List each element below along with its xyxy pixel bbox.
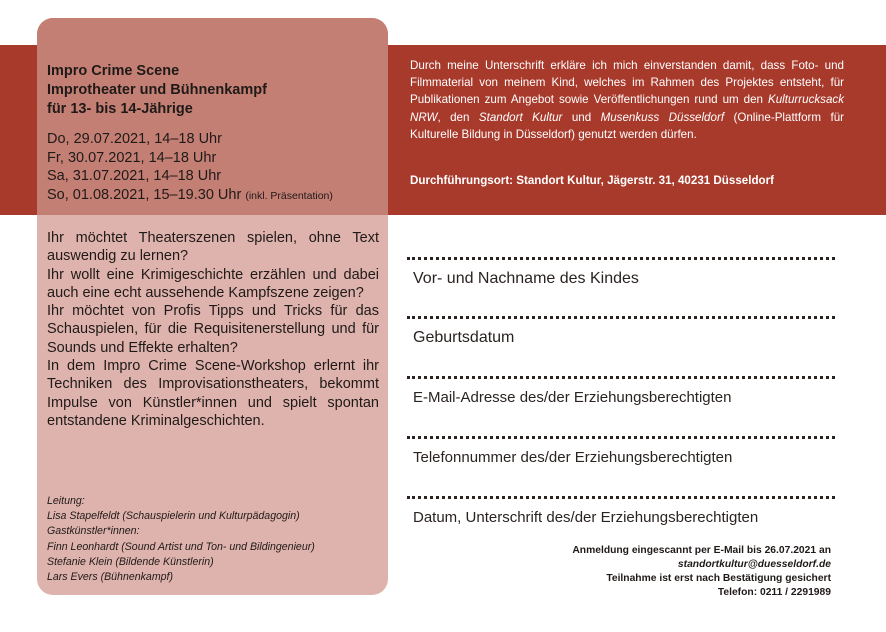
consent-text: und bbox=[562, 110, 601, 124]
signup-phone: Telefon: 0211 / 2291989 bbox=[717, 587, 831, 598]
date-list bbox=[47, 130, 379, 205]
signup-email[interactable]: standortkultur@duesseldorf.de bbox=[677, 559, 831, 570]
field-signature[interactable] bbox=[407, 496, 837, 526]
signup-note: Teilnahme ist erst nach Bestätigung gesichert bbox=[606, 573, 831, 584]
workshop-card bbox=[37, 18, 388, 595]
date-item bbox=[47, 186, 379, 206]
date-text: So, 01.08.2021, 15–19.30 Uhr bbox=[47, 186, 242, 203]
field-label: Telefonnummer des/der Erziehungsberechtigten bbox=[413, 449, 733, 466]
description-paragraph: Ihr möchtet von Profis Tipps und Tricks für das Schauspielen, für die Requisitenerstellung und für Sounds und Effekte erhalten? bbox=[47, 303, 379, 356]
credits bbox=[47, 494, 382, 585]
date-text: Fr, 30.07.2021, 14–18 Uhr bbox=[47, 149, 217, 166]
credit-line: Stefanie Klein (Bildende Künstlerin) bbox=[47, 555, 214, 568]
dotted-line bbox=[407, 257, 835, 260]
card-header bbox=[47, 62, 379, 205]
description-paragraph: Ihr möchtet Theaterszenen spielen, ohne Text auswendig zu lernen? bbox=[47, 230, 379, 265]
title-line: Impro Crime Scene bbox=[47, 63, 180, 79]
date-item bbox=[47, 130, 379, 149]
date-text: Sa, 31.07.2021, 14–18 Uhr bbox=[47, 168, 222, 184]
date-item bbox=[47, 149, 379, 168]
signup-deadline: Anmeldung eingescannt per E-Mail bis 26.07.2021 an bbox=[572, 545, 831, 556]
venue-location: Durchführungsort: Standort Kultur, Jägerstr. 31, 40231 Düsseldorf bbox=[410, 174, 774, 187]
credit-line: Lars Evers (Bühnenkampf) bbox=[47, 571, 174, 584]
field-label: Datum, Unterschrift des/der Erziehungsberechtigten bbox=[413, 509, 759, 526]
credit-line: Gastkünstler*innen: bbox=[47, 525, 140, 538]
dotted-line bbox=[407, 376, 835, 379]
consent-emphasis: Kulturrucksack NRW bbox=[410, 93, 844, 124]
dotted-line bbox=[407, 496, 835, 499]
title-line: für 13- bis 14-Jährige bbox=[47, 101, 193, 117]
registration-info bbox=[572, 544, 831, 600]
field-label: Vor- und Nachname des Kindes bbox=[413, 270, 639, 287]
consent-emphasis: Musenkuss Düsseldorf bbox=[600, 110, 725, 124]
dotted-line bbox=[407, 436, 835, 439]
field-label: Geburtsdatum bbox=[413, 329, 515, 346]
workshop-description bbox=[47, 229, 379, 430]
date-item bbox=[47, 167, 379, 186]
field-phone[interactable] bbox=[407, 436, 837, 466]
date-text: Do, 29.07.2021, 14–18 Uhr bbox=[47, 131, 222, 147]
credit-line: Leitung: bbox=[47, 495, 85, 507]
dotted-line bbox=[407, 316, 835, 319]
workshop-title bbox=[47, 62, 379, 119]
title-line: Improtheater und Bühnenkampf bbox=[47, 82, 267, 98]
field-email[interactable] bbox=[407, 376, 837, 406]
consent-text: , den bbox=[437, 110, 479, 124]
field-birthdate[interactable] bbox=[407, 316, 837, 347]
field-child-name[interactable] bbox=[407, 257, 837, 288]
description-paragraph: In dem Impro Crime Scene-Workshop erlernt ihr Techniken des Improvisationstheaters, bekommt Impulse von Künstler*innen und spielt spontan entstandene Kriminalgeschichten. bbox=[47, 358, 379, 429]
consent-text: Durch meine Unterschrift erkläre ich mich einverstanden damit, dass Foto- und Filmmaterial von meinem Kind, welches im Rahmen des Projektes entsteht, für Publikationen zum Angebot sowie Veröffentlichungen rund um den bbox=[410, 59, 844, 107]
consent-emphasis: Standort Kultur bbox=[478, 110, 563, 124]
credit-line: Finn Leonhardt (Sound Artist und Ton- und Bildingenieur) bbox=[47, 540, 315, 553]
credit-line: Lisa Stapelfeldt (Schauspielerin und Kulturpädagogin) bbox=[47, 510, 300, 523]
description-paragraph: Ihr wollt eine Krimigeschichte erzählen und dabei auch eine echt aussehende Kampfszene zeigen? bbox=[47, 266, 379, 301]
consent-statement bbox=[410, 57, 844, 143]
field-label: E-Mail-Adresse des/der Erziehungsberechtigten bbox=[413, 389, 732, 406]
consent-text: (Online-Plattform für Kulturelle Bildung in Düsseldorf) genutzt werden dürfen. bbox=[410, 110, 845, 141]
date-note: (inkl. Präsentation) bbox=[245, 189, 333, 202]
